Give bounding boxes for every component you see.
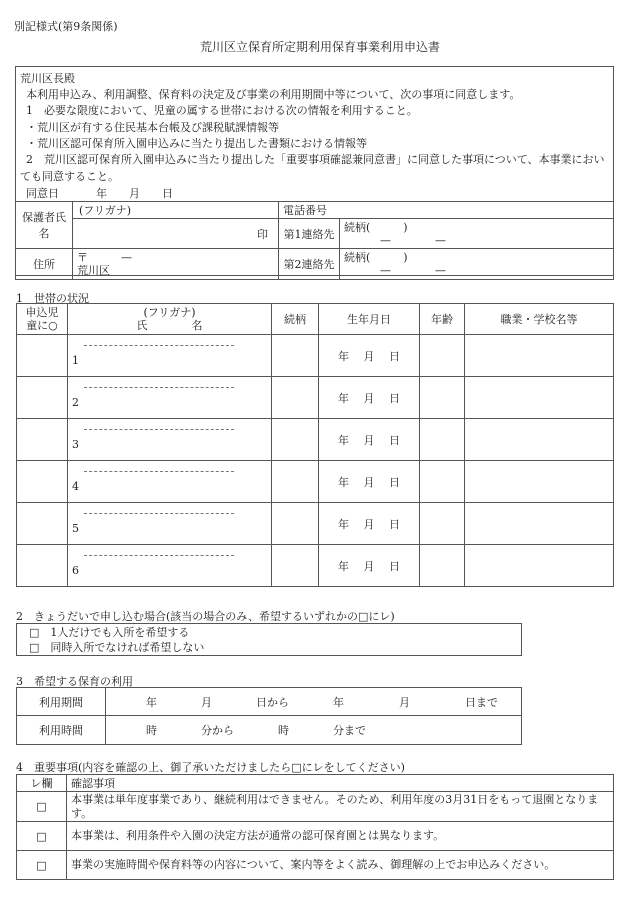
usage-title: 3 希望する保育の利用 (16, 675, 133, 688)
relation-cell[interactable] (272, 503, 319, 545)
household-table (16, 303, 614, 587)
important-row (17, 822, 614, 851)
postal-code[interactable]: 〒 — (77, 251, 132, 264)
occupation-cell[interactable] (465, 419, 614, 461)
contact-1-label: 第1連絡先 (279, 219, 340, 249)
important-row (17, 792, 614, 822)
occupation-cell[interactable] (465, 503, 614, 545)
confirm-item: 本事業は単年度事業であり、継続利用はできません。そのため、利用年度の3月31日をもって退園となります。 (67, 792, 614, 822)
applicant-cell[interactable] (17, 461, 68, 503)
relation-cell[interactable] (272, 419, 319, 461)
contact-2-field[interactable] (340, 249, 614, 280)
consent-section (15, 66, 614, 276)
row-number: 5 (72, 521, 79, 535)
age-cell[interactable] (420, 335, 465, 377)
member-name-cell[interactable] (68, 419, 272, 461)
addressee: 荒川区長殿 (20, 72, 75, 85)
age-cell[interactable] (420, 545, 465, 587)
important-table (16, 774, 614, 880)
guardian-name-field[interactable] (73, 219, 279, 249)
row-number: 4 (72, 479, 79, 493)
applicant-cell[interactable] (17, 545, 68, 587)
period-field[interactable]: 年 月 日から 年 月 日まで (106, 688, 522, 716)
phone-field[interactable]: — — (380, 264, 446, 277)
consent-bullet-1: ・荒川区が有する住民基本台帳及び課税賦課情報等 (26, 121, 279, 134)
guardian-table (15, 201, 614, 280)
member-name-cell[interactable] (68, 335, 272, 377)
usage-table (16, 687, 522, 745)
member-name-cell[interactable] (68, 545, 272, 587)
household-row (17, 335, 614, 377)
confirm-checkbox[interactable]: □ (17, 792, 67, 822)
header-applicant: 申込児童に○ (17, 304, 68, 335)
birthdate-cell[interactable]: 年 月 日 (319, 545, 420, 587)
seal-mark: 印 (257, 227, 268, 241)
contact-1-field[interactable] (340, 219, 614, 249)
confirm-item: 事業の実施時間や保育料等の内容について、案内等をよく読み、御理解の上でお申込みください。 (67, 851, 614, 880)
time-label: 利用時間 (17, 716, 106, 745)
phone-label: 電話番号 (279, 202, 614, 219)
period-label: 利用期間 (17, 688, 106, 716)
important-row (17, 851, 614, 880)
household-row (17, 461, 614, 503)
guardian-name-label: 保護者氏名 (16, 202, 73, 249)
age-cell[interactable] (420, 419, 465, 461)
header-birthdate: 生年月日 (319, 304, 420, 335)
household-row (17, 419, 614, 461)
relation-cell[interactable] (272, 377, 319, 419)
birthdate-cell[interactable]: 年 月 日 (319, 461, 420, 503)
birthdate-cell[interactable]: 年 月 日 (319, 335, 420, 377)
phone-field[interactable]: — — (380, 233, 446, 247)
relation-cell[interactable] (272, 461, 319, 503)
relation-field[interactable]: 続柄( ) (344, 220, 408, 234)
time-field[interactable]: 時 分から 時 分まで (106, 716, 522, 745)
siblings-title: 2 きょうだいで申し込む場合(該当の場合のみ、希望するいずれかの□にレ) (16, 610, 395, 623)
relation-cell[interactable] (272, 545, 319, 587)
confirm-checkbox[interactable]: □ (17, 822, 67, 851)
confirm-checkbox[interactable]: □ (17, 851, 67, 880)
row-number: 1 (72, 353, 79, 367)
important-title: 4 重要事項(内容を確認の上、御了承いただけましたら□にレをしてください) (16, 761, 405, 774)
applicant-cell[interactable] (17, 503, 68, 545)
applicant-cell[interactable] (17, 419, 68, 461)
consent-bullet-2: ・荒川区認可保育所入園申込みに当たり提出した書類における情報等 (26, 137, 367, 150)
form-label: 別記様式(第9条関係) (14, 20, 118, 33)
address-label: 住所 (16, 249, 73, 280)
row-number: 3 (72, 437, 79, 451)
header-age: 年齢 (420, 304, 465, 335)
applicant-cell[interactable] (17, 335, 68, 377)
occupation-cell[interactable] (465, 377, 614, 419)
consent-item-1: 1 必要な限度において、児童の属する世帯における次の情報を利用すること。 (26, 104, 418, 117)
consent-date-label: 同意日 (26, 187, 59, 200)
contact-2-label: 第2連絡先 (279, 249, 340, 280)
sibling-option-1[interactable]: □ 1人だけでも入所を希望する (29, 626, 190, 639)
header-relation: 続柄 (272, 304, 319, 335)
furigana-field[interactable]: (フリガナ) (73, 202, 279, 219)
siblings-options (16, 623, 522, 656)
check-header: レ欄 (17, 775, 67, 792)
household-row (17, 503, 614, 545)
relation-field[interactable]: 続柄( ) (344, 251, 408, 264)
household-title: 1 世帯の状況 (16, 292, 89, 305)
consent-date-field[interactable]: 年 月 日 (96, 187, 173, 200)
header-occupation: 職業・学校名等 (465, 304, 614, 335)
household-row (17, 377, 614, 419)
header-furigana: (フリガナ) (143, 306, 196, 319)
confirm-item: 本事業は、利用条件や入園の決定方法が通常の認可保育園とは異なります。 (67, 822, 614, 851)
occupation-cell[interactable] (465, 335, 614, 377)
address-prefix: 荒川区 (77, 264, 110, 277)
row-number: 2 (72, 395, 79, 409)
occupation-cell[interactable] (465, 461, 614, 503)
member-name-cell[interactable] (68, 503, 272, 545)
header-name (68, 304, 272, 335)
household-row (17, 545, 614, 587)
age-cell[interactable] (420, 461, 465, 503)
birthdate-cell[interactable]: 年 月 日 (319, 419, 420, 461)
header-name-label: 氏 名 (136, 319, 203, 332)
consent-item-2: 2 荒川区認可保育所入園申込みに当たり提出した「重要事項確認兼同意書」に同意した事項について、本事業においても同意すること。 (20, 153, 605, 183)
consent-intro: 本利用申込み、利用調整、保育料の決定及び事業の利用期間中等について、次の事項に同意します。 (26, 88, 521, 101)
applicant-cell[interactable] (17, 377, 68, 419)
occupation-cell[interactable] (465, 545, 614, 587)
relation-cell[interactable] (272, 335, 319, 377)
items-header: 確認事項 (67, 775, 614, 792)
member-name-cell[interactable] (68, 377, 272, 419)
birthdate-cell[interactable]: 年 月 日 (319, 503, 420, 545)
row-number: 6 (72, 563, 79, 577)
age-cell[interactable] (420, 377, 465, 419)
member-name-cell[interactable] (68, 461, 272, 503)
sibling-option-2[interactable]: □ 同時入所でなければ希望しない (29, 641, 205, 654)
age-cell[interactable] (420, 503, 465, 545)
page-title: 荒川区立保育所定期利用保育事業利用申込書 (200, 40, 441, 54)
birthdate-cell[interactable]: 年 月 日 (319, 377, 420, 419)
address-field[interactable] (73, 249, 279, 280)
